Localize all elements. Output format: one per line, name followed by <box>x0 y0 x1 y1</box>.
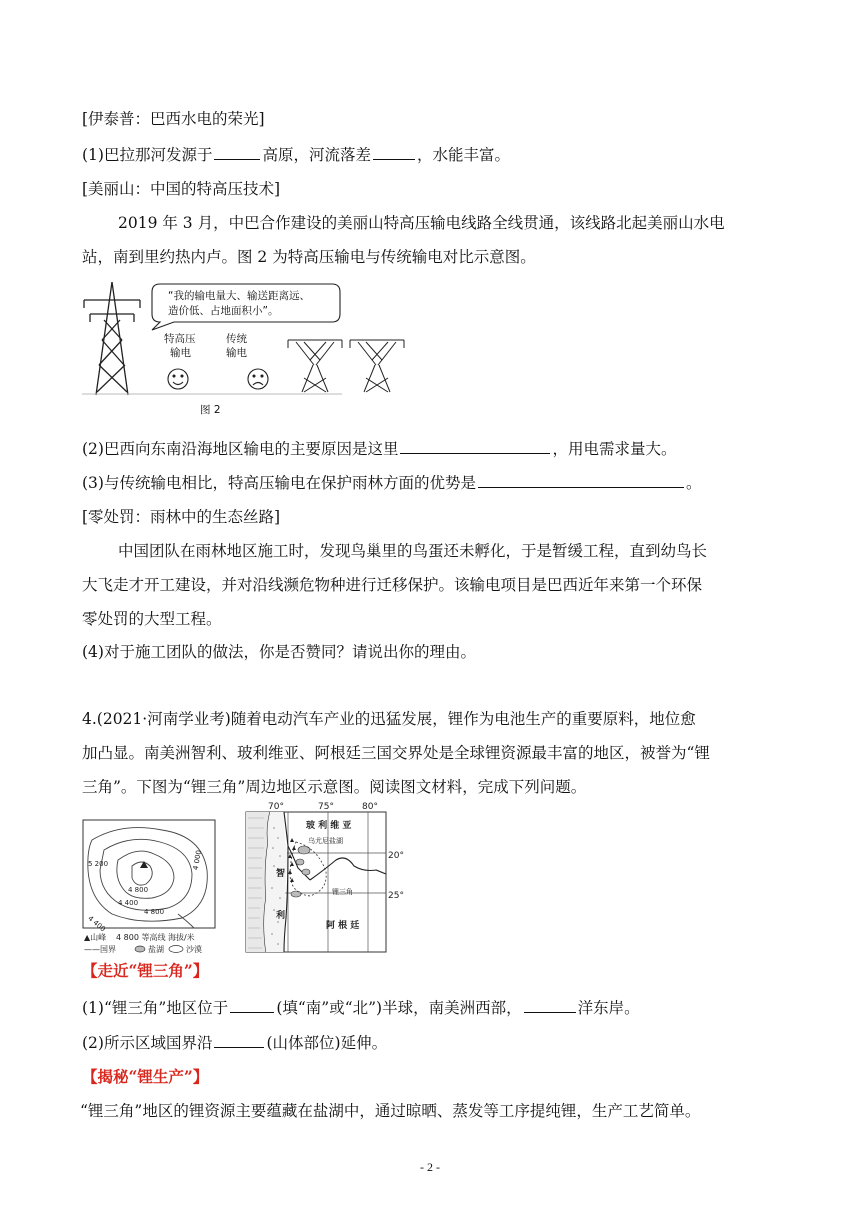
smile-face-icon <box>168 369 188 389</box>
answer-blank[interactable] <box>478 471 684 488</box>
section-heading-secret: 【揭秘“锂生产”】 <box>82 1067 209 1086</box>
contour-label: 4 800 <box>128 886 149 894</box>
paragraph-line: 中国团队在雨林地区施工时，发现鸟巢里的鸟蛋还未孵化，于是暂缓工程，直到幼鸟长 <box>118 542 708 560</box>
question-1-part-b: 高原，河流落差 <box>262 146 371 164</box>
uhv-tower-icon <box>84 282 140 395</box>
question-3-part-a: (3)与传统输电相比，特高压输电在保护雨林方面的优势是 <box>82 474 476 492</box>
legend-desert: 沙漠 <box>186 945 202 954</box>
latitude-label: 25° <box>388 891 404 901</box>
question-3-part-b: 。 <box>685 474 702 492</box>
paragraph-line: 零处罚的大型工程。 <box>82 610 222 628</box>
legend-peak: ▲山峰 <box>84 933 107 942</box>
figure-2-transmission <box>82 280 442 420</box>
legend-salt-lake: 盐湖 <box>148 945 164 954</box>
contour-label: 4 400 <box>86 914 107 934</box>
speech-line-2: 造价低、占地面积小”。 <box>168 305 279 317</box>
contour-label: 4 400 <box>118 899 139 907</box>
speech-line-1: “我的输电量大、输送距离远、 <box>168 290 310 302</box>
figure-caption: 图 2 <box>200 404 221 416</box>
desert-icon <box>169 946 183 953</box>
contour-label: 5 200 <box>88 860 109 868</box>
traditional-label: 传统 <box>226 333 247 345</box>
traditional-tower-icon <box>288 340 404 392</box>
answer-blank[interactable] <box>230 996 274 1013</box>
section-heading-approach: 【走近“锂三角”】 <box>82 961 209 980</box>
question-2-part-a: (2)巴西向东南沿海地区输电的主要原因是这里 <box>82 440 399 458</box>
traditional-label: 输电 <box>226 347 247 359</box>
answer-blank[interactable] <box>400 437 550 454</box>
question-1-part-a: (1)巴拉那河发源于 <box>82 146 213 164</box>
longitude-label: 75° <box>318 802 334 812</box>
question-4: (4)对于施工团队的做法，你是否赞同？请说出你的理由。 <box>82 643 476 661</box>
section-heading-itaipu: [伊泰普：巴西水电的荣光] <box>82 110 265 128</box>
sad-face-icon <box>248 369 268 389</box>
lithium-triangle-map <box>240 798 420 956</box>
contour-label: 4 000 <box>191 849 204 871</box>
problem-4-line: 加凸显。南美洲智利、玻利维亚、阿根廷三国交界处是全球锂资源最丰富的地区，被誉为“锂 <box>82 744 710 762</box>
question-1-part-c: ，水能丰富。 <box>416 146 510 164</box>
answer-blank[interactable] <box>524 996 576 1013</box>
answer-blank[interactable] <box>214 143 260 160</box>
contour-label: 4 800 <box>144 908 165 916</box>
uhv-label: 特高压 <box>164 333 196 345</box>
argentina-label: 阿 根 廷 <box>326 921 360 931</box>
problem-4-line: 4.(2021·河南学业考)随着电动汽车产业的迅猛发展，锂作为电池生产的重要原料，地位愈 <box>82 710 696 728</box>
paragraph-line: “锂三角”地区的锂资源主要蕴藏在盐湖中，通过晾晒、蒸发等工序提纯锂，生产工艺简单。 <box>80 1102 701 1120</box>
problem-4-line: 三角”。下图为“锂三角”周边地区示意图。阅读图文材料，完成下列问题。 <box>82 778 587 796</box>
lithium-triangle-label: 锂三角 <box>332 888 353 896</box>
page-number: - 2 - <box>420 1160 440 1174</box>
latitude-label: 20° <box>388 851 404 861</box>
question-1 <box>82 143 510 166</box>
question-6-part-a: (2)所示区域国界沿 <box>82 1034 213 1052</box>
question-3 <box>82 471 701 494</box>
topographic-map <box>82 810 222 956</box>
chile-label: 利 <box>276 911 286 921</box>
chile-label: 智 <box>276 869 286 879</box>
uyuni-label: 乌尤尼盐湖 <box>308 837 343 845</box>
section-heading-zero-penalty: [零处罚：雨林中的生态丝路] <box>82 508 281 526</box>
question-5-part-c: 洋东岸。 <box>577 999 640 1017</box>
question-6-part-b: (山体部位)延伸。 <box>266 1034 388 1052</box>
question-2 <box>82 437 676 460</box>
salt-lake-icon <box>135 946 145 952</box>
paragraph-line: 站，南到里约热内卢。图 2 为特高压输电与传统输电对比示意图。 <box>82 248 536 266</box>
answer-blank[interactable] <box>214 1031 264 1048</box>
uhv-label: 输电 <box>170 347 191 359</box>
question-5-part-a: (1)“锂三角”地区位于 <box>82 999 229 1017</box>
question-6 <box>82 1031 387 1054</box>
question-5-part-b: (填“南”或“北”)半球，南美洲西部， <box>276 999 522 1017</box>
section-heading-belo-monte: [美丽山：中国的特高压技术] <box>82 180 281 198</box>
paragraph-line: 大飞走才开工建设，并对沿线濒危物种进行迁移保护。该输电项目是巴西近年来第一个环保 <box>82 576 703 594</box>
question-5 <box>82 996 640 1019</box>
legend-border: ——国界 <box>84 945 116 954</box>
question-2-part-b: ，用电需求量大。 <box>552 440 677 458</box>
answer-blank[interactable] <box>373 143 415 160</box>
paragraph-line: 2019 年 3 月，中巴合作建设的美丽山特高压输电线路全线贯通，该线路北起美丽山水电 <box>118 214 725 232</box>
longitude-label: 80° <box>362 802 378 812</box>
longitude-label: 70° <box>268 802 284 812</box>
legend-contour: 4 800 等高线 海拔/米 <box>116 933 195 942</box>
bolivia-label: 玻 利 维 亚 <box>306 821 352 831</box>
